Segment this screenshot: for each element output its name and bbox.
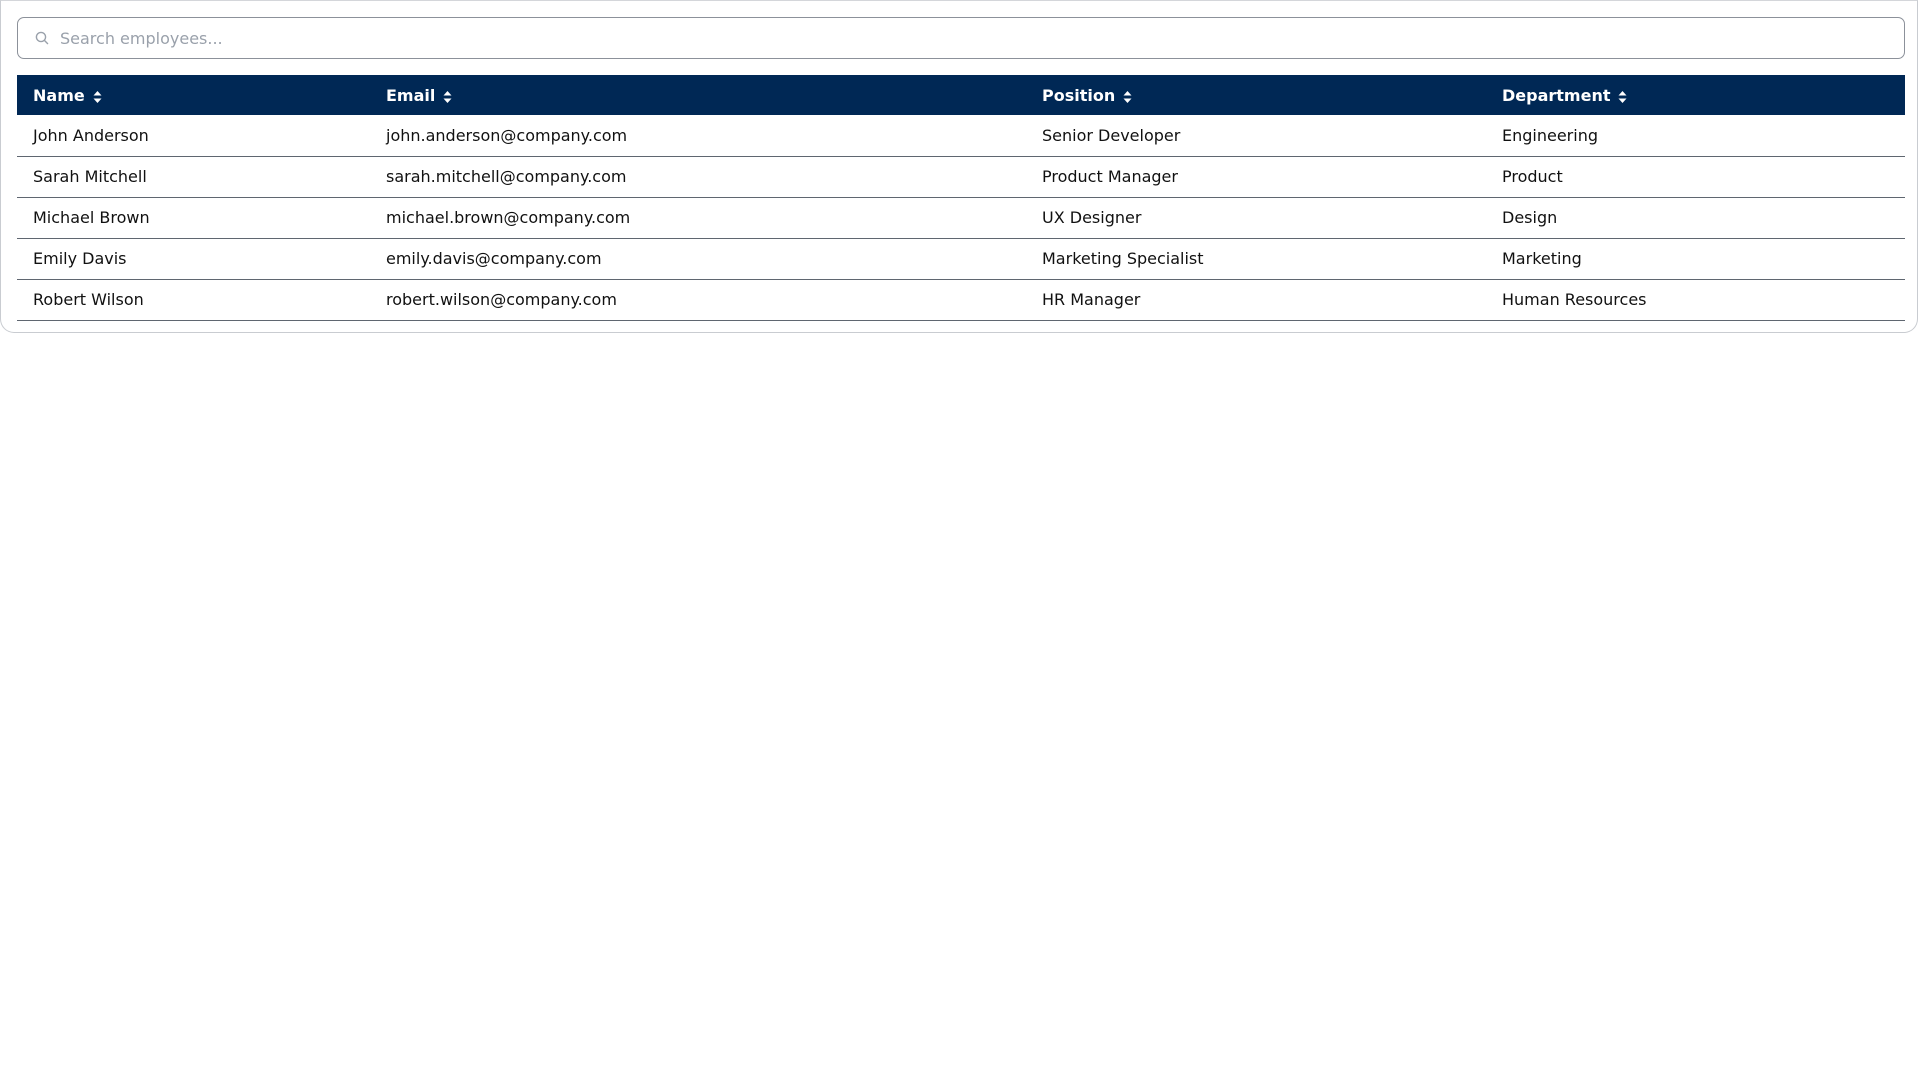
cell-name: John Anderson [33, 125, 149, 145]
cell-email: michael.brown@company.com [386, 208, 631, 227]
cell-name: Michael Brown [33, 208, 150, 227]
table-header [17, 75, 1905, 115]
column-header-label: Position [1042, 85, 1116, 105]
cell-email: sarah.mitchell@company.com [386, 167, 627, 186]
sort-icon[interactable] [443, 89, 452, 103]
cell-department: Marketing [1502, 249, 1582, 268]
employee-table [17, 75, 1905, 321]
cell-position: Marketing Specialist [1042, 249, 1204, 268]
cell-position: Senior Developer [1042, 125, 1181, 145]
cell-email: emily.davis@company.com [386, 249, 602, 268]
sort-icon[interactable] [93, 89, 102, 103]
column-header-position[interactable] [1026, 75, 1486, 115]
cell-department: Product [1502, 167, 1563, 186]
search-box[interactable] [17, 17, 1905, 59]
column-header-name[interactable] [17, 75, 370, 115]
sort-icon[interactable] [1123, 89, 1132, 103]
cell-email: john.anderson@company.com [386, 125, 628, 145]
cell-department: Human Resources [1502, 290, 1647, 309]
cell-department: Engineering [1502, 125, 1598, 145]
column-header-email[interactable] [370, 75, 1026, 115]
cell-email: robert.wilson@company.com [386, 290, 617, 309]
column-header-label: Name [33, 85, 85, 105]
column-header-department[interactable] [1486, 75, 1905, 115]
column-header-label: Email [386, 85, 436, 105]
table-row[interactable] [17, 115, 1905, 156]
table-row[interactable] [17, 238, 1905, 279]
cell-name: Sarah Mitchell [33, 167, 147, 186]
employee-directory-panel [0, 0, 1918, 333]
column-header-label: Department [1502, 85, 1611, 105]
search-icon [30, 26, 54, 50]
cell-department: Design [1502, 208, 1558, 227]
cell-name: Robert Wilson [33, 290, 144, 309]
table-row[interactable] [17, 156, 1905, 197]
cell-position: Product Manager [1042, 167, 1178, 186]
cell-position: UX Designer [1042, 208, 1142, 227]
table-row[interactable] [17, 279, 1905, 320]
cell-position: HR Manager [1042, 290, 1141, 309]
table-body [17, 115, 1905, 320]
search-input[interactable] [60, 18, 1904, 58]
table-row[interactable] [17, 197, 1905, 238]
cell-name: Emily Davis [33, 249, 127, 268]
sort-icon[interactable] [1618, 89, 1627, 103]
